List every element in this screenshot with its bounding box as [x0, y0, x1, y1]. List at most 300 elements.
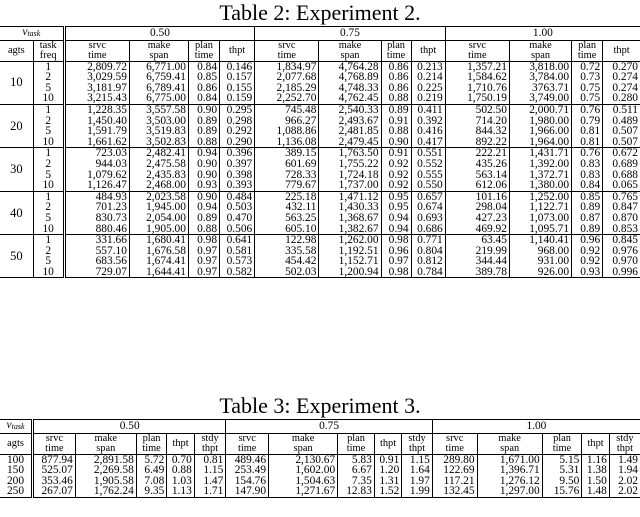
value-cell: 0.91 — [381, 148, 411, 159]
value-cell: 0.96 — [381, 246, 411, 257]
col-label-l1: srvc — [45, 433, 64, 444]
value-cell: 0.853 — [603, 224, 640, 235]
table-row — [0, 224, 640, 235]
value-cell: 7.08 — [136, 476, 167, 487]
value-cell: 122.98 — [255, 235, 319, 246]
value-cell: 1.31 — [374, 476, 401, 487]
value-cell: 0.79 — [572, 116, 603, 127]
col-label-l1: plan — [578, 40, 597, 51]
value-cell: 1,228.35 — [64, 104, 129, 115]
table-2-speed-header — [0, 27, 640, 41]
value-cell: 0.417 — [411, 137, 445, 148]
col-label-l1: srvc — [468, 40, 486, 51]
value-cell: 0.85 — [188, 72, 219, 83]
col-srvc-0 — [33, 433, 76, 454]
col-label-l2: time — [237, 442, 257, 454]
col-label-l1: plan — [387, 40, 405, 51]
value-cell: 2,435.83 — [129, 170, 188, 181]
value-cell: 0.484 — [220, 191, 255, 202]
col-label-l1: thpt — [613, 44, 630, 56]
value-cell: 1,396.71 — [477, 465, 542, 476]
task-freq-cell: 10 — [33, 224, 64, 235]
value-cell: 484.93 — [64, 191, 129, 202]
value-cell: 5.72 — [136, 454, 167, 465]
value-cell: 0.393 — [220, 180, 255, 191]
table-3-speed-075: 0.75 — [226, 420, 433, 434]
col-make-1 — [319, 40, 381, 61]
value-cell: 1,471.12 — [319, 191, 381, 202]
value-cell: 1,430.33 — [319, 202, 381, 213]
table-2-speed-075: 0.75 — [255, 27, 446, 41]
value-cell: 0.92 — [572, 246, 603, 257]
value-cell: 0.75 — [572, 93, 603, 104]
value-cell: 502.50 — [445, 104, 509, 115]
value-cell: 745.48 — [255, 104, 319, 115]
value-cell: 331.66 — [64, 235, 129, 246]
value-cell: 0.686 — [411, 224, 445, 235]
col-thpt-0 — [220, 40, 255, 61]
value-cell: 3,029.59 — [64, 72, 129, 83]
table-row — [0, 148, 640, 159]
table-row — [0, 454, 640, 465]
value-cell: 0.765 — [603, 191, 640, 202]
value-cell: 1,905.58 — [75, 476, 136, 487]
value-cell: 335.58 — [255, 246, 319, 257]
t3-col-agts — [0, 433, 33, 454]
value-cell: 1,674.41 — [129, 256, 188, 267]
col-thpt-2 — [603, 40, 640, 61]
col-label-l2: time — [277, 49, 297, 61]
value-cell: 63.45 — [445, 235, 509, 246]
value-cell: 1.94 — [609, 465, 640, 476]
value-cell: 701.23 — [64, 202, 129, 213]
value-cell: 1,382.67 — [319, 224, 381, 235]
table-row — [0, 116, 640, 127]
value-cell: 0.90 — [188, 104, 219, 115]
value-cell: 3763.71 — [509, 83, 571, 94]
value-cell: 612.06 — [445, 180, 509, 191]
value-cell: 298.04 — [445, 202, 509, 213]
value-cell: 4,768.89 — [319, 72, 381, 83]
task-freq-cell: 2 — [33, 202, 64, 213]
table-row — [0, 202, 640, 213]
value-cell: 0.92 — [381, 170, 411, 181]
table-3-corner — [0, 420, 33, 434]
col-label-l2: span — [340, 49, 360, 61]
value-cell: 0.81 — [572, 137, 603, 148]
value-cell: 1,834.97 — [255, 61, 319, 72]
col-plan-0 — [188, 40, 219, 61]
value-cell: 1,763.50 — [319, 148, 381, 159]
value-cell: 3,784.00 — [509, 72, 571, 83]
value-cell: 7.35 — [338, 476, 375, 487]
value-cell: 1.48 — [582, 486, 609, 497]
value-cell: 389.15 — [255, 148, 319, 159]
agts-cell: 30 — [0, 148, 33, 191]
value-cell: 1,073.00 — [509, 213, 571, 224]
value-cell: 0.804 — [411, 246, 445, 257]
value-cell: 1,661.62 — [64, 137, 129, 148]
value-cell: 3,749.00 — [509, 93, 571, 104]
value-cell: 2,000.71 — [509, 104, 571, 115]
value-cell: 2,481.85 — [319, 126, 381, 137]
value-cell: 1.20 — [374, 465, 401, 476]
value-cell: 0.98 — [188, 235, 219, 246]
table-3 — [0, 393, 640, 498]
col-make-2 — [509, 40, 571, 61]
value-cell: 0.88 — [381, 93, 411, 104]
value-cell: 489.46 — [226, 454, 269, 465]
table-3-column-header — [0, 433, 640, 454]
value-cell: 1,710.76 — [445, 83, 509, 94]
table-row — [0, 213, 640, 224]
col-label-l1: stdy — [616, 433, 634, 444]
value-cell: 0.845 — [603, 235, 640, 246]
col-label-l2: time — [45, 442, 64, 454]
value-cell: 0.411 — [411, 104, 445, 115]
col-stdy-1 — [402, 433, 433, 454]
table-row — [0, 104, 640, 115]
col-plan-0 — [136, 433, 167, 454]
col-plan-2 — [572, 40, 603, 61]
col-label-l2: time — [577, 49, 597, 61]
value-cell: 0.416 — [411, 126, 445, 137]
value-cell: 0.76 — [572, 148, 603, 159]
col-label-l1: make — [498, 433, 521, 444]
value-cell: 0.398 — [220, 170, 255, 181]
value-cell: 435.26 — [445, 159, 509, 170]
value-cell: 1,905.00 — [129, 224, 188, 235]
value-cell: 968.00 — [509, 246, 571, 257]
value-cell: 0.511 — [603, 104, 640, 115]
col-plan-1 — [338, 433, 375, 454]
table-row — [0, 61, 640, 72]
value-cell: 154.76 — [226, 476, 269, 487]
col-label-l1: plan — [142, 433, 161, 444]
value-cell: 0.870 — [603, 213, 640, 224]
value-cell: 0.84 — [188, 93, 219, 104]
task-freq-cell: 5 — [33, 83, 64, 94]
value-cell: 1,095.71 — [509, 224, 571, 235]
value-cell: 1.16 — [582, 454, 609, 465]
task-freq-cell: 10 — [33, 180, 64, 191]
value-cell: 1,276.12 — [477, 476, 542, 487]
task-freq-cell: 2 — [33, 72, 64, 83]
value-cell: 0.73 — [572, 72, 603, 83]
value-cell: 1,591.79 — [64, 126, 129, 137]
value-cell: 966.27 — [255, 116, 319, 127]
value-cell: 1,368.67 — [319, 213, 381, 224]
value-cell: 1,671.00 — [477, 454, 542, 465]
value-cell: 723.03 — [64, 148, 129, 159]
value-cell: 1,200.94 — [319, 267, 381, 278]
value-cell: 779.67 — [255, 180, 319, 191]
col-label-l1: make — [94, 433, 118, 444]
value-cell: 0.298 — [220, 116, 255, 127]
col-plan-1 — [381, 40, 411, 61]
corner-sub: task — [11, 422, 25, 431]
col-make-0 — [75, 433, 136, 454]
value-cell: 0.503 — [220, 202, 255, 213]
value-cell: 0.551 — [411, 148, 445, 159]
value-cell: 0.688 — [603, 170, 640, 181]
value-cell: 0.93 — [188, 180, 219, 191]
value-cell: 0.219 — [411, 93, 445, 104]
value-cell: 1,980.00 — [509, 116, 571, 127]
value-cell: 1.49 — [609, 454, 640, 465]
value-cell: 5.31 — [542, 465, 582, 476]
table-row — [0, 465, 640, 476]
col-srvc-2 — [445, 40, 509, 61]
table-row — [0, 93, 640, 104]
value-cell: 6,775.00 — [129, 93, 188, 104]
value-cell: 0.157 — [220, 72, 255, 83]
value-cell: 0.88 — [188, 224, 219, 235]
value-cell: 3,503.00 — [129, 116, 188, 127]
value-cell: 454.42 — [255, 256, 319, 267]
value-cell: 0.88 — [188, 137, 219, 148]
col-label-l1: srvc — [446, 433, 464, 444]
col-label-l2: thpt — [616, 442, 633, 454]
value-cell: 222.21 — [445, 148, 509, 159]
value-cell: 0.87 — [572, 213, 603, 224]
task-freq-cell: 2 — [33, 116, 64, 127]
value-cell: 1,964.00 — [509, 137, 571, 148]
value-cell: 0.065 — [603, 180, 640, 191]
col-thpt-0 — [167, 433, 194, 454]
value-cell: 0.86 — [381, 61, 411, 72]
col-label-l1: stdy — [408, 433, 426, 444]
value-cell: 0.274 — [603, 72, 640, 83]
value-cell: 0.76 — [572, 104, 603, 115]
col-label-l2: time — [142, 442, 161, 454]
value-cell: 0.75 — [572, 83, 603, 94]
value-cell: 4,764.28 — [319, 61, 381, 72]
col-plan-2 — [542, 433, 582, 454]
value-cell: 0.507 — [603, 126, 640, 137]
value-cell: 0.92 — [381, 159, 411, 170]
col-label-l1: thpt — [379, 437, 397, 449]
value-cell: 1,602.00 — [269, 465, 338, 476]
table-row — [0, 126, 640, 137]
value-cell: 1.97 — [402, 476, 433, 487]
task-freq-cell: 1 — [33, 104, 64, 115]
value-cell: 0.292 — [220, 126, 255, 137]
value-cell: 605.10 — [255, 224, 319, 235]
value-cell: 0.98 — [381, 267, 411, 278]
value-cell: 2,493.67 — [319, 116, 381, 127]
value-cell: 926.00 — [509, 267, 571, 278]
value-cell: 0.88 — [167, 465, 194, 476]
value-cell: 1,966.00 — [509, 126, 571, 137]
value-cell: 469.92 — [445, 224, 509, 235]
value-cell: 1,372.71 — [509, 170, 571, 181]
value-cell: 9.50 — [542, 476, 582, 487]
value-cell: 0.83 — [572, 170, 603, 181]
col-srvc-2 — [432, 433, 477, 454]
value-cell: 0.214 — [411, 72, 445, 83]
col-thpt-1 — [374, 433, 401, 454]
value-cell: 892.22 — [445, 137, 509, 148]
value-cell: 1,680.41 — [129, 235, 188, 246]
value-cell: 0.94 — [381, 224, 411, 235]
value-cell: 0.70 — [167, 454, 194, 465]
value-cell: 3,519.83 — [129, 126, 188, 137]
col-label-l2: time — [468, 49, 487, 61]
value-cell: 0.213 — [411, 61, 445, 72]
value-cell: 1,584.62 — [445, 72, 509, 83]
value-cell: 0.89 — [572, 224, 603, 235]
value-cell: 101.16 — [445, 191, 509, 202]
col-label-l1: plan — [553, 433, 571, 444]
col-label-l2: time — [88, 49, 107, 61]
col-label-l2: span — [149, 49, 169, 61]
value-cell: 3,818.00 — [509, 61, 571, 72]
value-cell: 1,262.00 — [319, 235, 381, 246]
table-3-speed-050: 0.50 — [33, 420, 226, 434]
value-cell: 0.552 — [411, 159, 445, 170]
value-cell: 1,724.18 — [319, 170, 381, 181]
task-freq-cell: 2 — [33, 159, 64, 170]
value-cell: 0.581 — [220, 246, 255, 257]
value-cell: 0.83 — [572, 159, 603, 170]
table-3-body — [0, 454, 640, 497]
table-row — [0, 137, 640, 148]
col-label-l1: srvc — [238, 433, 256, 444]
value-cell: 0.89 — [381, 104, 411, 115]
value-cell: 0.90 — [381, 137, 411, 148]
value-cell: 0.274 — [603, 83, 640, 94]
table-2-speed-100: 1.00 — [445, 27, 640, 41]
value-cell: 525.07 — [33, 465, 76, 476]
task-freq-cell: 2 — [33, 246, 64, 257]
value-cell: 0.506 — [220, 224, 255, 235]
value-cell: 0.84 — [188, 61, 219, 72]
value-cell: 1,762.24 — [75, 486, 136, 497]
value-cell: 563.25 — [255, 213, 319, 224]
value-cell: 2,185.29 — [255, 83, 319, 94]
col-label-l1: srvc — [278, 40, 296, 51]
value-cell: 6.67 — [338, 465, 375, 476]
value-cell: 1.52 — [374, 486, 401, 497]
col-label-l1: make — [529, 40, 552, 51]
value-cell: 1,380.00 — [509, 180, 571, 191]
value-cell: 432.11 — [255, 202, 319, 213]
value-cell: 0.86 — [381, 83, 411, 94]
table-row — [0, 180, 640, 191]
value-cell: 1,392.00 — [509, 159, 571, 170]
value-cell: 1.71 — [194, 486, 226, 497]
value-cell: 1.47 — [194, 476, 226, 487]
value-cell: 0.812 — [411, 256, 445, 267]
col-label-l1: stdy — [201, 433, 219, 444]
value-cell: 0.94 — [381, 213, 411, 224]
col-label-l1: make — [338, 40, 362, 51]
value-cell: 1,140.41 — [509, 235, 571, 246]
col-thpt-1 — [411, 40, 445, 61]
value-cell: 1,136.08 — [255, 137, 319, 148]
agts-cell: 10 — [0, 61, 33, 104]
value-cell: 1.64 — [402, 465, 433, 476]
value-cell: 0.90 — [188, 159, 219, 170]
value-cell: 1.15 — [194, 465, 226, 476]
value-cell: 9.35 — [136, 486, 167, 497]
value-cell: 1,945.00 — [129, 202, 188, 213]
value-cell: 0.94 — [188, 202, 219, 213]
value-cell: 2,023.58 — [129, 191, 188, 202]
value-cell: 931.00 — [509, 256, 571, 267]
value-cell: 2.02 — [609, 476, 640, 487]
value-cell: 1,152.71 — [319, 256, 381, 267]
value-cell: 219.99 — [445, 246, 509, 257]
table-row — [0, 256, 640, 267]
value-cell: 0.89 — [572, 202, 603, 213]
value-cell: 1,079.62 — [64, 170, 129, 181]
value-cell: 4,762.45 — [319, 93, 381, 104]
value-cell: 3,215.43 — [64, 93, 129, 104]
value-cell: 132.45 — [432, 486, 477, 497]
table-3-speed-100: 1.00 — [432, 420, 640, 434]
table-2-caption: Table 2: Experiment 2. — [219, 0, 421, 25]
value-cell: 0.784 — [411, 267, 445, 278]
value-cell: 122.69 — [432, 465, 477, 476]
value-cell: 844.32 — [445, 126, 509, 137]
col-label-l2: time — [386, 49, 406, 61]
value-cell: 0.641 — [220, 235, 255, 246]
col-task-freq-l2: freq — [39, 49, 57, 61]
table-2-corner — [0, 27, 64, 41]
value-cell: 5.15 — [542, 454, 582, 465]
col-task-freq — [33, 40, 64, 61]
value-cell: 1.99 — [402, 486, 433, 497]
col-label-l1: thpt — [229, 44, 246, 56]
value-cell: 15.76 — [542, 486, 582, 497]
value-cell: 1,676.58 — [129, 246, 188, 257]
task-freq-cell: 10 — [33, 137, 64, 148]
value-cell: 0.81 — [194, 454, 226, 465]
task-freq-cell: 5 — [33, 126, 64, 137]
value-cell: 1,126.47 — [64, 180, 129, 191]
task-freq-cell: 5 — [33, 170, 64, 181]
value-cell: 1,297.00 — [477, 486, 542, 497]
col-label-l2: span — [500, 442, 520, 454]
value-cell: 2,891.58 — [75, 454, 136, 465]
value-cell: 0.72 — [572, 61, 603, 72]
agts-cell: 150 — [6, 465, 25, 476]
value-cell: 0.97 — [188, 267, 219, 278]
col-stdy-0 — [194, 433, 226, 454]
col-label-l2: thpt — [201, 442, 219, 454]
value-cell: 2,468.00 — [129, 180, 188, 191]
col-make-1 — [269, 433, 338, 454]
col-label-l1: thpt — [587, 437, 604, 449]
value-cell: 225.18 — [255, 191, 319, 202]
value-cell: 0.90 — [188, 170, 219, 181]
value-cell: 3,502.83 — [129, 137, 188, 148]
value-cell: 0.89 — [188, 213, 219, 224]
col-label-l1: srvc — [88, 40, 106, 51]
task-freq-cell: 1 — [33, 235, 64, 246]
table-row — [0, 72, 640, 83]
value-cell: 2,540.33 — [319, 104, 381, 115]
agts-cell: 100 — [6, 454, 25, 466]
value-cell: 1.15 — [402, 454, 433, 465]
col-srvc-1 — [226, 433, 269, 454]
value-cell: 1.50 — [582, 476, 609, 487]
agts-cell: 50 — [0, 235, 33, 278]
value-cell: 1,252.00 — [509, 191, 571, 202]
value-cell: 0.489 — [603, 116, 640, 127]
